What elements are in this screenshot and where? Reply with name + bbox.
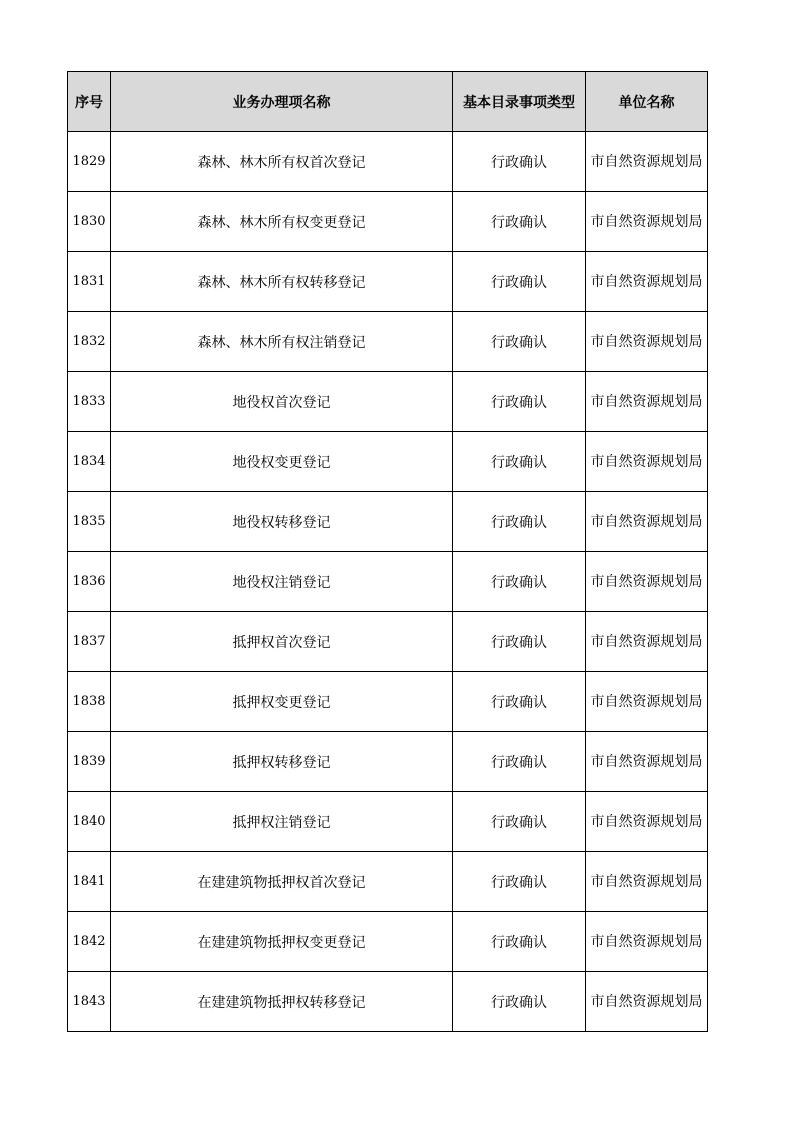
header-seq: 序号	[68, 72, 111, 132]
cell-item-type: 行政确认	[453, 732, 586, 792]
cell-item-name: 抵押权变更登记	[111, 672, 453, 732]
cell-item-type: 行政确认	[453, 252, 586, 312]
table-row	[68, 672, 708, 732]
cell-unit-name: 市自然资源规划局	[586, 612, 708, 672]
cell-item-name: 森林、林木所有权转移登记	[111, 252, 453, 312]
cell-unit-name: 市自然资源规划局	[586, 792, 708, 852]
cell-unit-name: 市自然资源规划局	[586, 192, 708, 252]
table-row	[68, 492, 708, 552]
cell-unit-name: 市自然资源规划局	[586, 672, 708, 732]
table-row	[68, 372, 708, 432]
cell-unit-name: 市自然资源规划局	[586, 972, 708, 1032]
cell-unit-name: 市自然资源规划局	[586, 732, 708, 792]
cell-item-type: 行政确认	[453, 912, 586, 972]
table-row	[68, 912, 708, 972]
cell-unit-name: 市自然资源规划局	[586, 372, 708, 432]
table-row	[68, 792, 708, 852]
cell-unit-name: 市自然资源规划局	[586, 912, 708, 972]
cell-item-name: 在建建筑物抵押权转移登记	[111, 972, 453, 1032]
header-type: 基本目录事项类型	[453, 72, 586, 132]
table-row	[68, 252, 708, 312]
table-row	[68, 732, 708, 792]
cell-item-type: 行政确认	[453, 132, 586, 192]
cell-seq: 1836	[68, 552, 111, 612]
cell-item-type: 行政确认	[453, 612, 586, 672]
cell-item-name: 在建建筑物抵押权变更登记	[111, 912, 453, 972]
cell-seq: 1839	[68, 732, 111, 792]
cell-item-name: 森林、林木所有权变更登记	[111, 192, 453, 252]
cell-item-name: 森林、林木所有权首次登记	[111, 132, 453, 192]
cell-item-type: 行政确认	[453, 192, 586, 252]
cell-seq: 1833	[68, 372, 111, 432]
cell-item-type: 行政确认	[453, 492, 586, 552]
table-row	[68, 132, 708, 192]
cell-item-type: 行政确认	[453, 552, 586, 612]
cell-item-type: 行政确认	[453, 432, 586, 492]
cell-item-type: 行政确认	[453, 852, 586, 912]
cell-item-type: 行政确认	[453, 672, 586, 732]
cell-seq: 1831	[68, 252, 111, 312]
cell-seq: 1843	[68, 972, 111, 1032]
table-row	[68, 852, 708, 912]
cell-item-name: 抵押权首次登记	[111, 612, 453, 672]
cell-item-name: 地役权注销登记	[111, 552, 453, 612]
cell-seq: 1834	[68, 432, 111, 492]
cell-item-name: 抵押权注销登记	[111, 792, 453, 852]
cell-unit-name: 市自然资源规划局	[586, 852, 708, 912]
cell-seq: 1838	[68, 672, 111, 732]
header-name: 业务办理项名称	[111, 72, 453, 132]
cell-unit-name: 市自然资源规划局	[586, 432, 708, 492]
cell-item-type: 行政确认	[453, 972, 586, 1032]
table-row	[68, 192, 708, 252]
table-row	[68, 312, 708, 372]
table-row	[68, 972, 708, 1032]
cell-unit-name: 市自然资源规划局	[586, 492, 708, 552]
cell-seq: 1832	[68, 312, 111, 372]
cell-item-name: 地役权首次登记	[111, 372, 453, 432]
cell-seq: 1829	[68, 132, 111, 192]
cell-unit-name: 市自然资源规划局	[586, 552, 708, 612]
cell-seq: 1830	[68, 192, 111, 252]
header-row	[68, 72, 708, 132]
registry-table	[67, 71, 708, 1032]
cell-seq: 1842	[68, 912, 111, 972]
cell-item-name: 在建建筑物抵押权首次登记	[111, 852, 453, 912]
cell-item-type: 行政确认	[453, 312, 586, 372]
cell-item-name: 地役权转移登记	[111, 492, 453, 552]
cell-unit-name: 市自然资源规划局	[586, 252, 708, 312]
cell-seq: 1835	[68, 492, 111, 552]
cell-unit-name: 市自然资源规划局	[586, 312, 708, 372]
cell-seq: 1837	[68, 612, 111, 672]
cell-unit-name: 市自然资源规划局	[586, 132, 708, 192]
cell-item-type: 行政确认	[453, 372, 586, 432]
cell-seq: 1840	[68, 792, 111, 852]
cell-item-name: 抵押权转移登记	[111, 732, 453, 792]
header-unit: 单位名称	[586, 72, 708, 132]
cell-item-type: 行政确认	[453, 792, 586, 852]
cell-item-name: 地役权变更登记	[111, 432, 453, 492]
table-row	[68, 432, 708, 492]
table-body	[68, 132, 708, 1032]
cell-seq: 1841	[68, 852, 111, 912]
cell-item-name: 森林、林木所有权注销登记	[111, 312, 453, 372]
table-row	[68, 612, 708, 672]
table-header	[68, 72, 708, 132]
table-row	[68, 552, 708, 612]
